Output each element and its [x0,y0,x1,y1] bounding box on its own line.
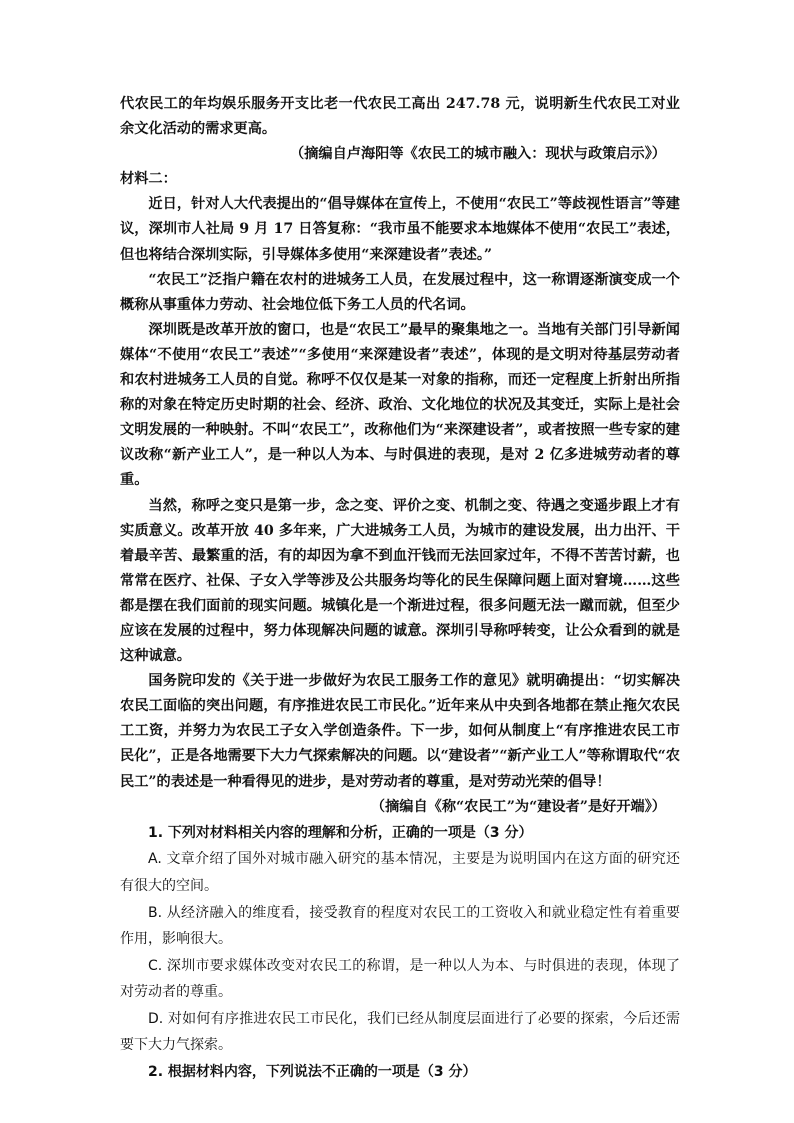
paragraph-1: 近日，针对人大代表提出的“倡导媒体在宣传上，不使用“农民工”等歧视性语言”等建议，深圳市人社局 9 月 17 日答复称：“我市虽不能要求本地媒体不使用“农民工”表述，但也将结合深圳实际，引导媒体多使用“来深建设者”表述。” [120,196,680,263]
source-citation-2: （摘编自《称“农民工”为“建设者”是好开端》） [370,798,666,815]
paragraph-4: 当然，称呼之变只是第一步，念之变、评价之变、机制之变、待遇之变遥步跟上才有实质意义。改革开放 40 多年来，广大进城务工人员，为城市的建设发展，出力出汗、干着最辛苦、最繁重的活，有的却因为拿不到血汗钱而无法回家过年，不得不苦苦讨薪，也常常在医疗、社保、子女入学等涉及公共服务均等化的民生保障问题上面对窘境……这些都是摆在我们面前的现实问题。城镇化是一个渐进过程，很多问题无法一蹴而就，但至少应该在发展的过程中，努力体现解决问题的诚意。深圳引导称呼转变，让公众看到的就是这种诚意。 [120,497,680,665]
question-1-option-d: D. 对如何有序推进农民工市民化，我们已经从制度层面进行了必要的探索，今后还需要下大力气探索。 [120,1010,680,1054]
paragraph-2: “农民工”泛指户籍在农村的进城务工人员，在发展过程中，这一称谓逐渐演变成一个概称从事重体力劳动、社会地位低下务工人员的代名词。 [120,271,680,313]
source-citation-1: （摘编自卢海阳等《农民工的城市融入：现状与政策启示》） [290,146,666,163]
material-two-heading: 材料二： [120,171,177,188]
question-1-option-b: B. 从经济融入的维度看，接受教育的程度对农民工的工资收入和就业稳定性有着重要作用，影响很大。 [120,904,680,948]
question-2 [120,1059,680,1086]
question-1-option-a: A. 文章介绍了国外对城市融入研究的基本情况，主要是为说明国内在这方面的研究还有很大的空间。 [120,851,680,894]
question-2-stem: 2. 根据材料内容，下列说法不正确的一项是（3 分） [148,1064,477,1081]
question-1-stem: 1. 下列对材料相关内容的理解和分析，正确的一项是（3 分） [148,824,533,841]
question-1-option-c: C. 深圳市要求媒体改变对农民工的称谓，是一种以人为本、与时俱进的表现，体现了对劳动者的尊重。 [120,957,680,1001]
paragraph-5: 国务院印发的《关于进一步做好为农民工服务工作的意见》就明确提出：“切实解决农民工面临的突出问题，有序推进农民工市民化。”近年来从中央到各地都在禁止拖欠农民工工资，并努力为农民工子女入学创造条件。下一步，如何从制度上“有序推进农民工市民化”，正是各地需要下大力气探索解决的问题。以“建设者”“新产业工人”等称谓取代“农民工”的表述是一种看得见的进步，是对劳动者的尊重，是对劳动光荣的倡导！ [120,673,680,790]
reading-passage [120,92,680,1086]
intro-paragraph: 代农民工的年均娱乐服务开支比老一代农民工高出 247.78 元，说明新生代农民工对业余文化活动的需求更高。 [120,96,680,138]
paragraph-3: 深圳既是改革开放的窗口，也是“农民工”最早的聚集地之一。当地有关部门引导新闻媒体“不使用“农民工”表述”“多使用“来深建设者”表述”，体现的是文明对待基层劳动者和农村进城务工人员的自觉。称呼不仅仅是某一对象的指称，而还一定程度上折射出所指称的对象在特定历史时期的社会、经济、政治、文化地位的状况及其变迁，实际上是社会文明发展的一种映射。不叫“农民工”，改称他们为“来深建设者”，或者按照一些专家的建议改称“新产业工人”，是一种以人为本、与时俱进的表现，是对 2 亿多进城劳动者的尊重。 [120,321,680,489]
question-1 [120,820,680,1059]
